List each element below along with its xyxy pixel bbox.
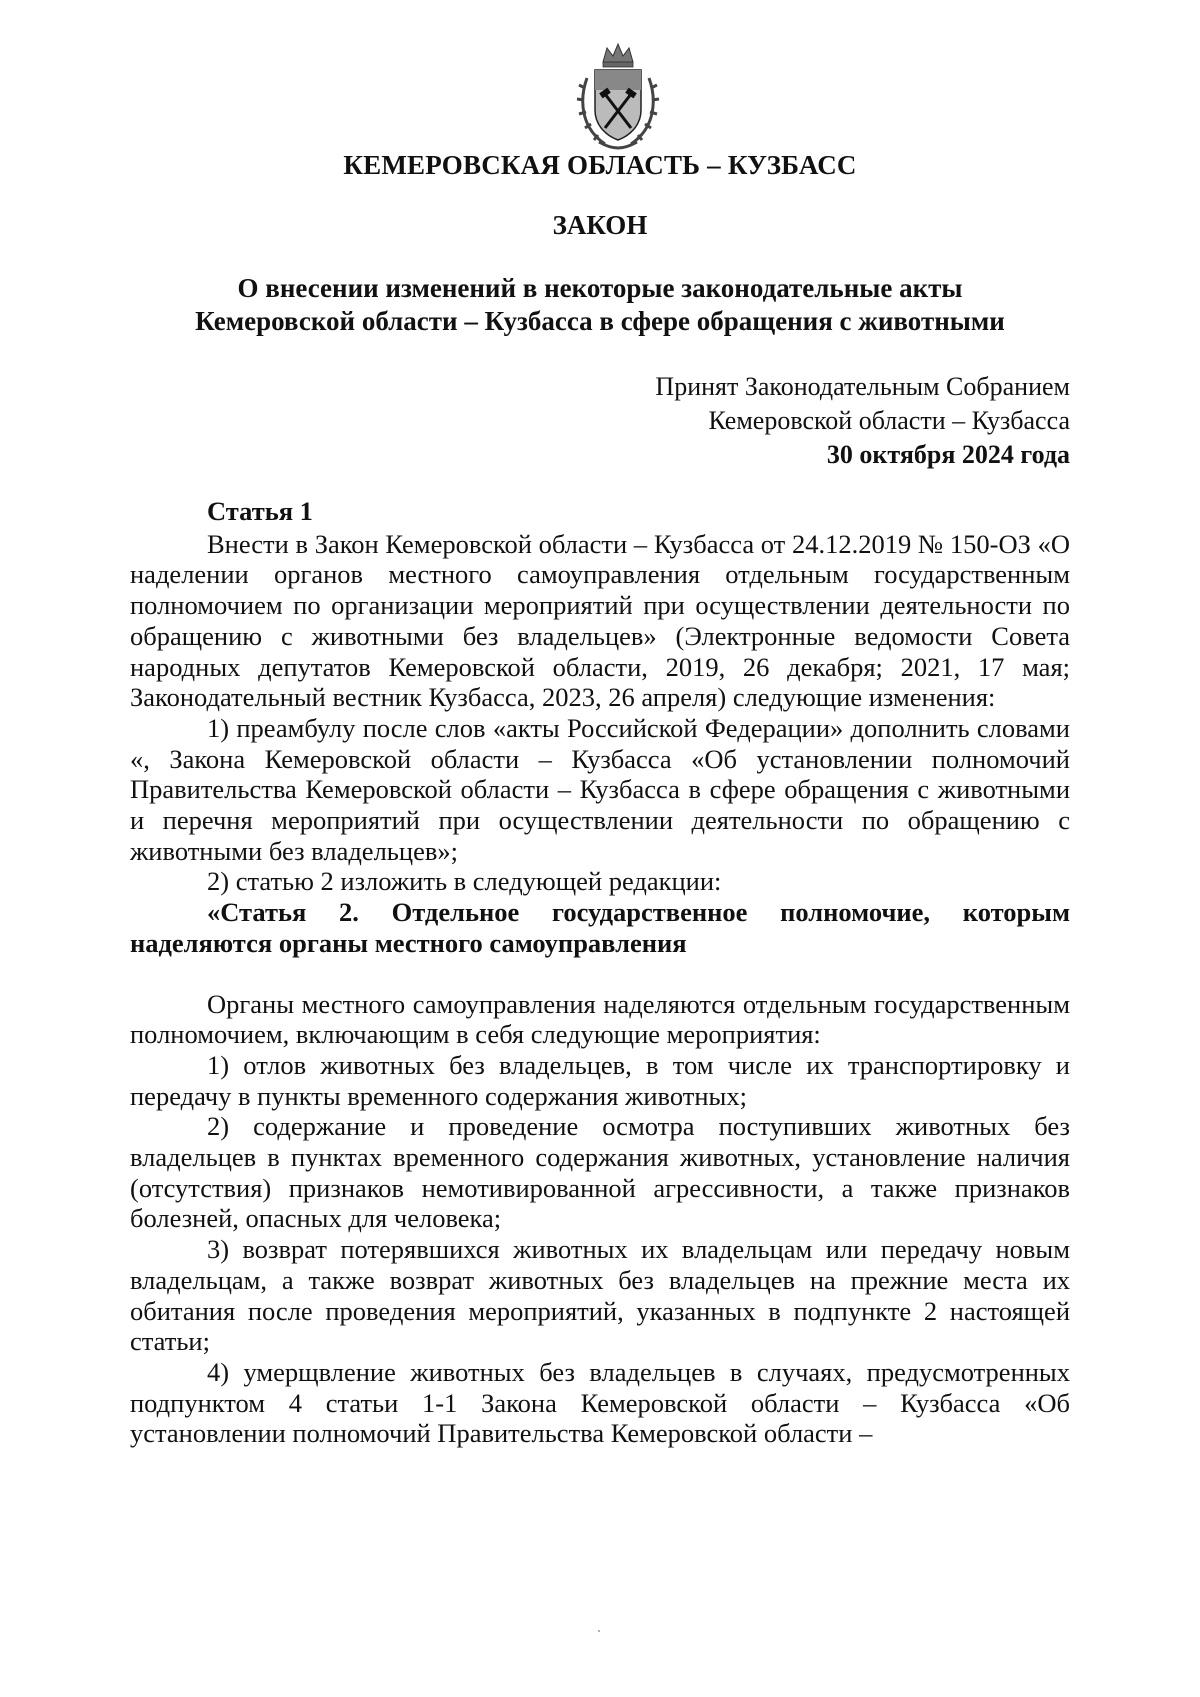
law-title-line2: Кемеровской области – Кузбасса в сфере обращения с животными xyxy=(195,306,1005,336)
subitem-3: 3) возврат потерявшихся животных их владельцам или передачу новым владельцам, а также возврат животных без владельцев на прежние места их обитания после проведения мероприятий, указанных в подпункте 2 настоящей статьи; xyxy=(130,1234,1070,1357)
adoption-line2: Кемеровской области – Кузбасса xyxy=(708,406,1070,435)
adoption-date: 30 октября 2024 года xyxy=(826,440,1070,469)
adoption-line1: Принят Законодательным Собранием xyxy=(655,372,1070,401)
amendment-item-1: 1) преамбулу после слов «акты Российской Федерации» дополнить словами «, Закона Кемеровской области – Кузбасса «Об установлении полномочий Правительства Кемеровской области – Кузбасса в сфере обращения с животными и перечня мероприятий при осуществлении деятельности по обращению с животными без владельцев»; xyxy=(130,712,1070,866)
amendment-item-2: 2) статью 2 изложить в следующей редакции: xyxy=(207,866,722,897)
article-heading: Статья 1 xyxy=(207,496,313,526)
law-title-line1: О внесении изменений в некоторые законодательные акты xyxy=(237,273,963,303)
subitem-1: 1) отлов животных без владельцев, в том числе их транспортировку и передачу в пункты временного содержания животных; xyxy=(130,1049,1070,1111)
subitem-4: 4) умерщвление животных без владельцев в случаях, предусмотренных подпунктом 4 статьи 1-1 Закона Кемеровской области – Кузбасса «Об установлении полномочий Правительства Кемеровской области – xyxy=(130,1356,1070,1449)
new-article-intro: Органы местного самоуправления наделяются отдельным государственным полномочием, включающим в себя следующие мероприятия: xyxy=(130,988,1070,1050)
subitem-2: 2) содержание и проведение осмотра поступивших животных без владельцев в пунктах временного содержания животных, установление наличия (отсутствия) признаков немотивированной агрессивности, а также признаков болезней, опасных для человека; xyxy=(130,1111,1070,1234)
adoption-block xyxy=(655,370,1070,472)
law-title xyxy=(0,272,1200,338)
article-intro: Внести в Закон Кемеровской области – Кузбасса от 24.12.2019 № 150-ОЗ «О наделении органов местного самоуправления отдельным государственным полномочием по организации мероприятий при осуществлении деятельности по обращению с животными без владельцев» (Электронные ведомости Совета народных депутатов Кемеровской области, 2019, 26 декабря; 2021, 17 мая; Законодательный вестник Кузбасса, 2023, 26 апреля) следующие изменения: xyxy=(130,528,1070,713)
document-type: ЗАКОН xyxy=(552,210,648,240)
new-article-heading: «Статья 2. Отдельное государственное полномочие, которым наделяются органы местного самоуправления xyxy=(130,897,1070,958)
region-heading: КЕМЕРОВСКАЯ ОБЛАСТЬ – КУЗБАСС xyxy=(343,150,857,180)
coat-of-arms-icon xyxy=(573,40,663,152)
scan-speck xyxy=(598,1630,600,1632)
article-body xyxy=(130,496,1070,1449)
